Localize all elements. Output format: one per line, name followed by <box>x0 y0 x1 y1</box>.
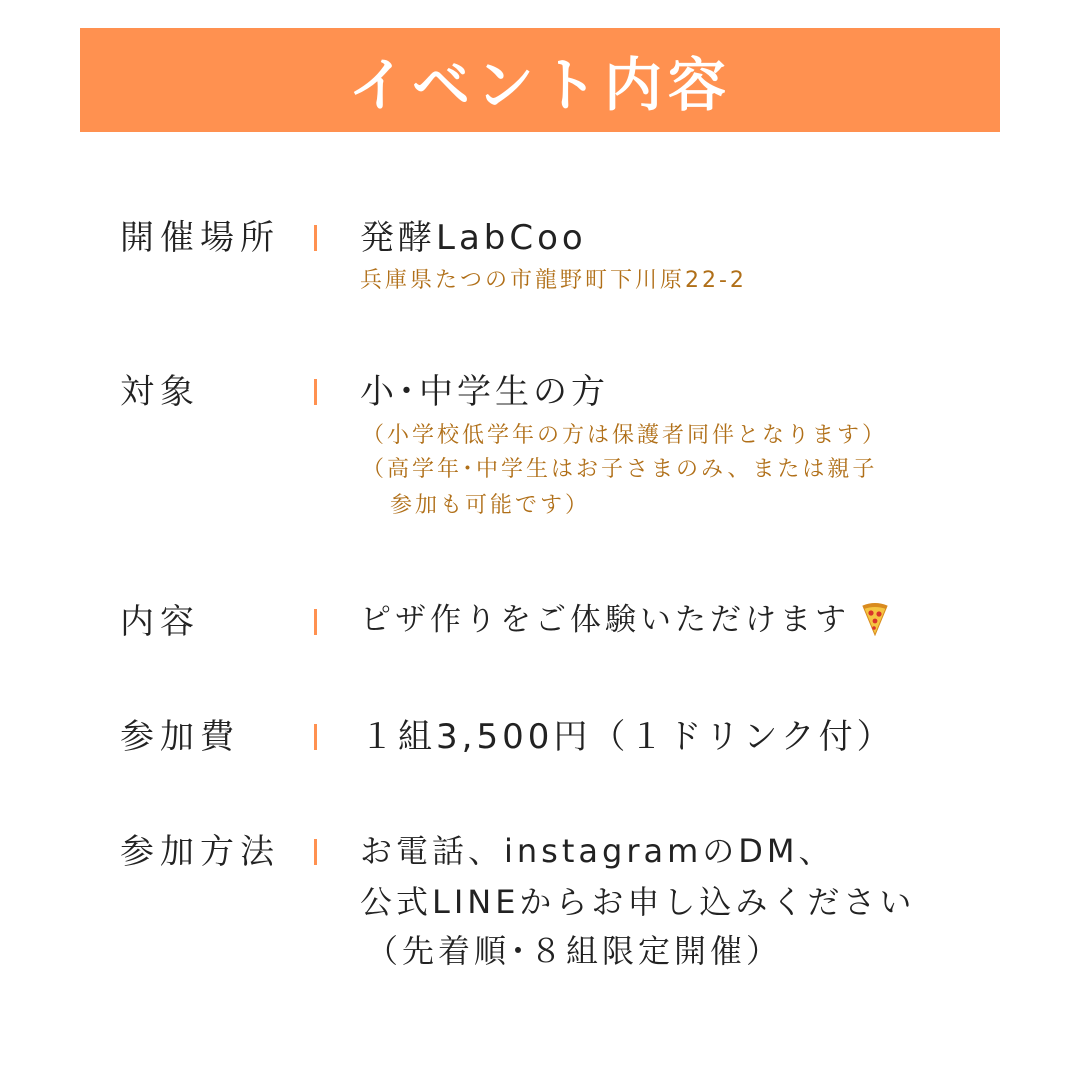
separator <box>314 225 317 251</box>
target-label: 対象 <box>120 372 200 412</box>
content-value: ピザ作りをご体験いただけます <box>360 602 850 638</box>
content-label: 内容 <box>120 602 200 642</box>
method-line: お電話、instagramのDM、 <box>360 832 835 870</box>
separator <box>314 839 317 865</box>
method-label: 参加方法 <box>120 832 280 872</box>
target-value: 小･中学生の方 <box>360 372 609 412</box>
separator <box>314 609 317 635</box>
venue-label: 開催場所 <box>120 218 280 258</box>
separator <box>314 379 317 405</box>
method-line: 公式LINEからお申し込みください <box>360 883 916 921</box>
fee-label: 参加費 <box>120 717 240 757</box>
target-note: （高学年･中学生はお子さまのみ、または親子 <box>362 457 878 482</box>
method-line: （先着順･８組限定開催） <box>366 932 783 970</box>
fee-value: １組3,500円（１ドリンク付） <box>360 717 895 757</box>
content-value-row <box>360 602 860 638</box>
separator <box>314 724 317 750</box>
venue-address: 兵庫県たつの市龍野町下川原22-2 <box>360 268 747 293</box>
target-note: （小学校低学年の方は保護者同伴となります） <box>362 423 888 448</box>
venue-name: 発酵LabCoo <box>360 218 587 258</box>
target-note: 参加も可能です） <box>390 493 591 518</box>
page-title: イベント内容 <box>347 51 732 119</box>
title-banner <box>80 28 1000 132</box>
